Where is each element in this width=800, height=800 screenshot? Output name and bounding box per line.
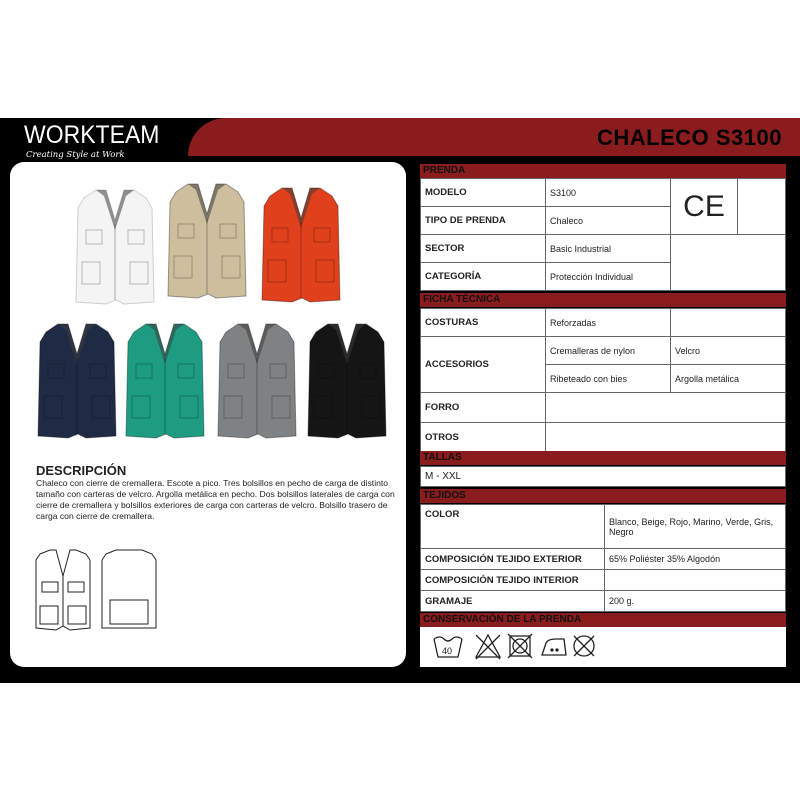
- vest-photo: [218, 324, 296, 438]
- svg-text:40: 40: [442, 646, 453, 656]
- interior-label: COMPOSICIÓN TEJIDO INTERIOR: [421, 570, 605, 591]
- wash-40-icon: [434, 637, 462, 657]
- sector-label: SECTOR: [421, 235, 546, 263]
- no-dry-clean-icon: [574, 636, 594, 656]
- tallas-table: [420, 466, 786, 487]
- vest-photo: [168, 184, 246, 298]
- vest-photo: [38, 324, 116, 438]
- section-conservacion: CONSERVACIÓN DE LA PRENDA: [420, 613, 786, 627]
- forro-value: [546, 393, 786, 423]
- tejidos-table: [420, 504, 786, 612]
- brand-logo: [24, 120, 171, 160]
- accesorio-1: Cremalleras de nylon: [546, 337, 671, 365]
- no-bleach-icon: [476, 635, 500, 659]
- categoria-label: CATEGORÍA: [421, 263, 546, 291]
- ficha-table: [420, 308, 786, 453]
- color-value: Blanco, Beige, Rojo, Marino, Verde, Gris, Negro: [605, 505, 786, 549]
- vest-technical-drawing: [34, 548, 164, 632]
- vest-photo: [76, 190, 154, 304]
- costuras-label: COSTURAS: [421, 309, 546, 337]
- costuras-empty-cell: [671, 309, 786, 337]
- color-label: COLOR: [421, 505, 605, 549]
- modelo-value: S3100: [546, 179, 671, 207]
- no-tumble-dry-icon: [508, 634, 532, 658]
- care-symbols: [420, 627, 786, 667]
- brand-name: WORKTEAM: [24, 121, 160, 149]
- accesorio-2: Velcro: [671, 337, 786, 365]
- section-tallas: TALLAS: [420, 451, 786, 465]
- vest-photo: [262, 188, 340, 302]
- tallas-value: M - XXL: [421, 467, 786, 487]
- brand-tagline: Creating Style at Work: [26, 150, 125, 160]
- accesorio-3: Ribeteado con bies: [546, 365, 671, 393]
- spec-panel: [420, 162, 786, 667]
- section-tejidos: TEJIDOS: [420, 489, 786, 503]
- sector-value: Basic Industrial: [546, 235, 671, 263]
- categoria-value: Protección Individual: [546, 263, 671, 291]
- otros-value: [546, 423, 786, 453]
- exterior-value: 65% Poliéster 35% Algodón: [605, 549, 786, 570]
- accesorio-4: Argolla metálica: [671, 365, 786, 393]
- gramaje-label: GRAMAJE: [421, 591, 605, 612]
- costuras-value: Reforzadas: [546, 309, 671, 337]
- description-text: Chaleco con cierre de cremallera. Escote a pico. Tres bolsillos en pecho de carga de distinto tamaño con carteras de velcro. Argolla metálica en pecho. Dos bolsillos laterales de carga con cierre de cremallera y bolsillos exteriores de carga con carteras de velcro. Bolsillo trasero de carga con cierre de cremallera.: [36, 478, 395, 521]
- section-ficha: FICHA TÉCNICA: [420, 293, 786, 307]
- title-banner: [188, 118, 800, 156]
- accesorios-label: ACCESORIOS: [421, 337, 546, 393]
- interior-value: [605, 570, 786, 591]
- gramaje-value: 200 g.: [605, 591, 786, 612]
- iron-low-icon: [542, 639, 566, 655]
- otros-label: OTROS: [421, 423, 546, 453]
- exterior-label: COMPOSICIÓN TEJIDO EXTERIOR: [421, 549, 605, 570]
- tipo-label: TIPO DE PRENDA: [421, 207, 546, 235]
- vest-photo: [308, 324, 386, 438]
- tipo-value: Chaleco: [546, 207, 671, 235]
- ce-mark: CE: [671, 179, 738, 235]
- prenda-table: [420, 178, 786, 291]
- modelo-label: MODELO: [421, 179, 546, 207]
- vest-photo: [126, 324, 204, 438]
- description-title: DESCRIPCIÓN: [36, 463, 127, 478]
- product-title: CHALECO S3100: [596, 125, 782, 150]
- section-prenda: PRENDA: [420, 164, 786, 178]
- prenda-empty-cell: [671, 235, 786, 291]
- ce-empty-cell: [738, 179, 786, 235]
- forro-label: FORRO: [421, 393, 546, 423]
